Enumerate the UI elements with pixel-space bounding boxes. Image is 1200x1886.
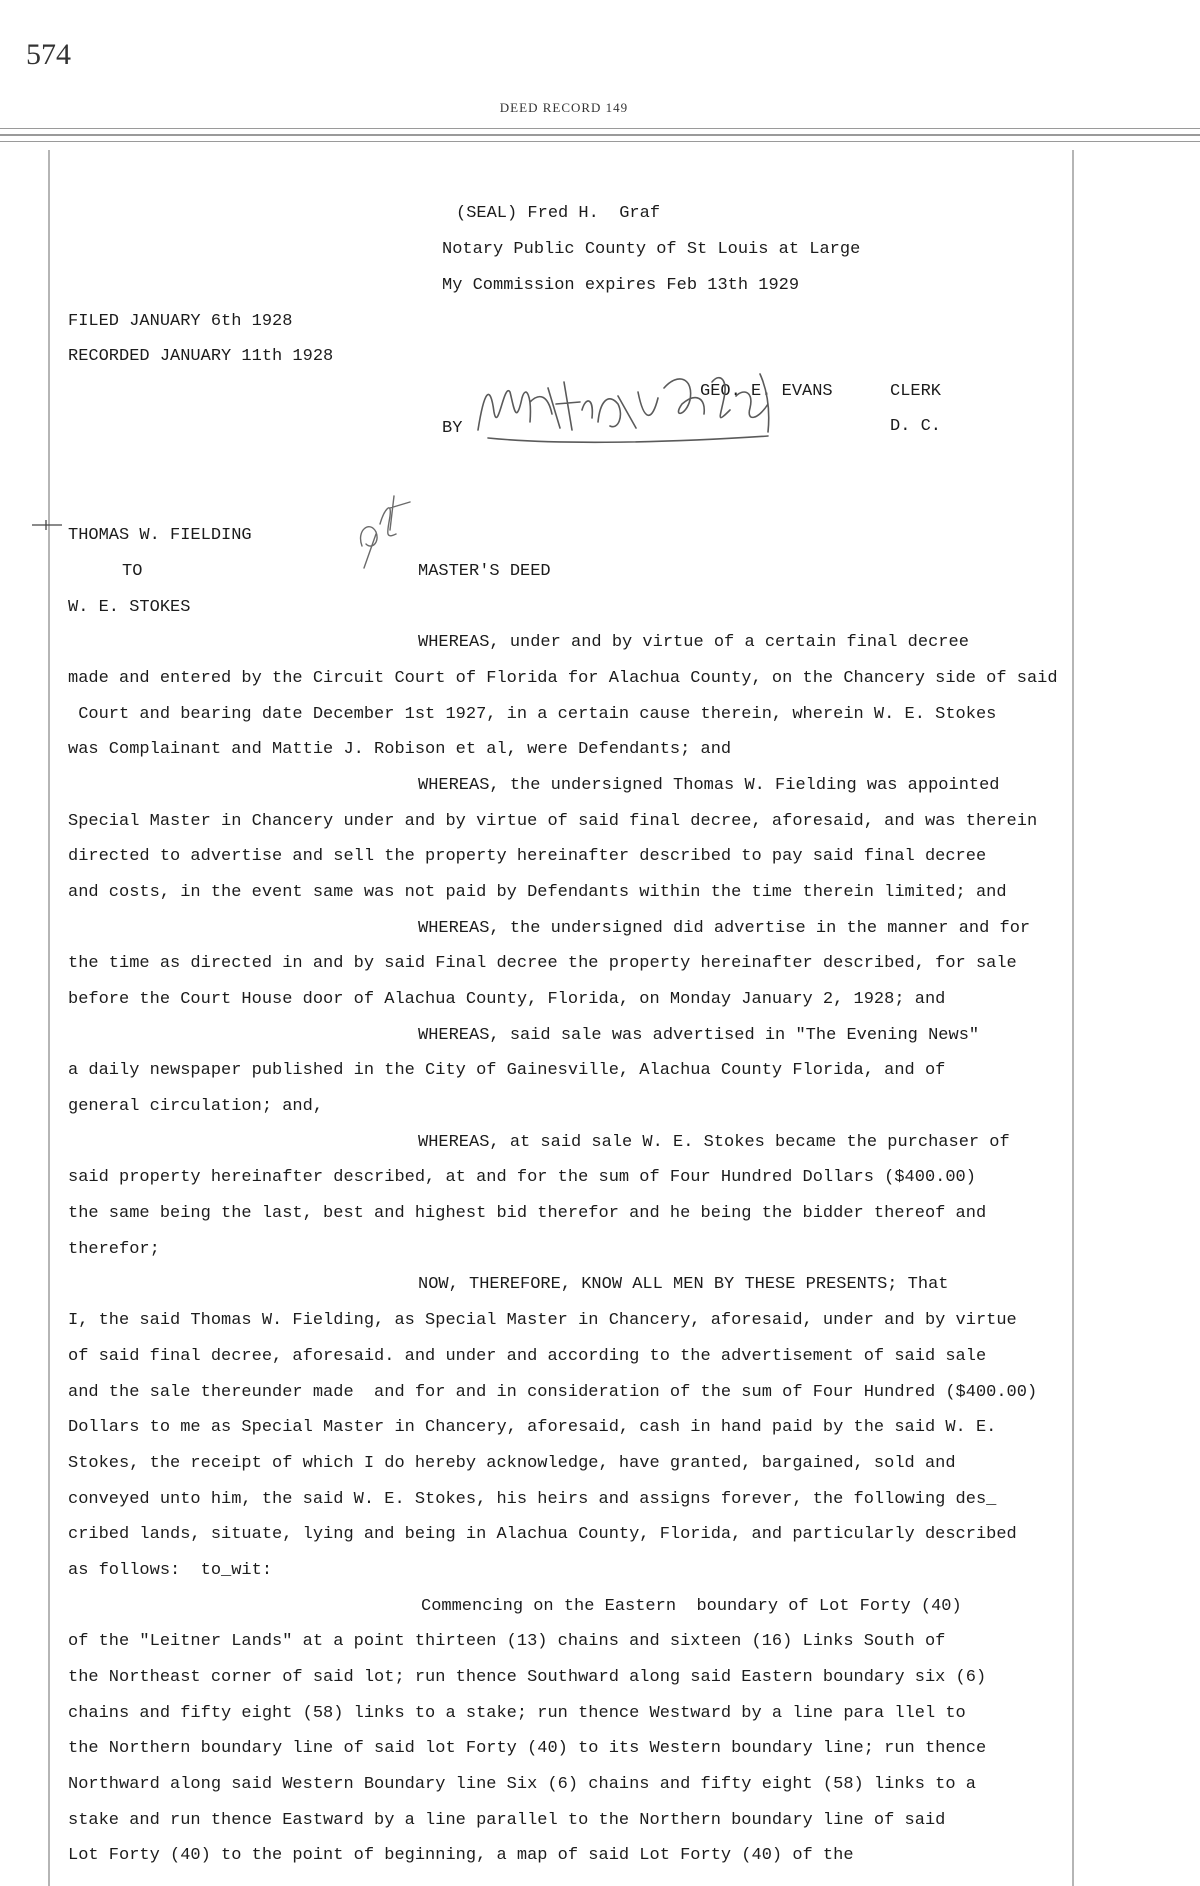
grantor-name: THOMAS W. FIELDING xyxy=(68,526,252,545)
deputy-clerk-label: D. C. xyxy=(890,417,942,436)
filed-date: FILED JANUARY 6th 1928 xyxy=(68,312,293,331)
left-margin-line xyxy=(48,150,50,1886)
body-line: WHEREAS, the undersigned Thomas W. Fielding was appointed xyxy=(418,776,1000,795)
body-line: the same being the last, best and highest bid therefor and he being the bidder thereof and xyxy=(68,1204,987,1223)
deputy-clerk-signature xyxy=(468,352,828,462)
header-rule-1 xyxy=(0,128,1200,129)
body-line: was Complainant and Mattie J. Robison et al, were Defendants; and xyxy=(68,740,732,759)
notary-county-line: Notary Public County of St Louis at Large xyxy=(442,240,861,259)
body-line: Stokes, the receipt of which I do hereby acknowledge, have granted, bargained, sold and xyxy=(68,1454,956,1473)
body-line: chains and fifty eight (58) links to a stake; run thence Westward by a line para llel to xyxy=(68,1704,966,1723)
body-line: before the Court House door of Alachua County, Florida, on Monday January 2, 1928; and xyxy=(68,990,946,1009)
body-line: as follows: to_wit: xyxy=(68,1561,273,1580)
running-head: DEED RECORD 149 xyxy=(499,100,629,115)
notary-seal-line: (SEAL) Fred H. Graf xyxy=(456,204,661,223)
body-line: stake and run thence Eastward by a line parallel to the Northern boundary line of said xyxy=(68,1811,946,1830)
body-line: Commencing on the Eastern boundary of Lot Forty (40) xyxy=(421,1597,962,1616)
recorded-date: RECORDED JANUARY 11th 1928 xyxy=(68,347,334,366)
page-number: 574 xyxy=(26,38,71,71)
instrument-title: MASTER'S DEED xyxy=(418,562,551,581)
body-line: WHEREAS, said sale was advertised in "The Evening News" xyxy=(418,1026,980,1045)
header-rule-2 xyxy=(0,134,1200,136)
body-line: Dollars to me as Special Master in Chancery, aforesaid, cash in hand paid by the said W. E. xyxy=(68,1418,997,1437)
clerk-name: GEO. E. EVANS xyxy=(700,382,833,401)
body-line: WHEREAS, at said sale W. E. Stokes became the purchaser of xyxy=(418,1133,1010,1152)
body-line: directed to advertise and sell the property hereinafter described to pay said final decree xyxy=(68,847,987,866)
body-line: the time as directed in and by said Final decree the property hereinafter described, for sale xyxy=(68,954,1017,973)
body-line: the Northeast corner of said lot; run thence Southward along said Eastern boundary six (6) xyxy=(68,1668,987,1687)
header-rule-3 xyxy=(0,141,1200,142)
right-margin-line xyxy=(1072,150,1074,1886)
body-line: of the "Leitner Lands" at a point thirteen (13) chains and sixteen (16) Links South of xyxy=(68,1632,946,1651)
body-line: made and entered by the Circuit Court of Florida for Alachua County, on the Chancery side of said xyxy=(68,669,1058,688)
handwritten-initials-mark xyxy=(350,490,420,570)
body-line: WHEREAS, under and by virtue of a certain final decree xyxy=(418,633,969,652)
margin-tick-mark xyxy=(32,518,68,532)
body-line: Special Master in Chancery under and by virtue of said final decree, aforesaid, and was therein xyxy=(68,812,1038,831)
body-line: said property hereinafter described, at and for the sum of Four Hundred Dollars ($400.00) xyxy=(68,1168,976,1187)
body-line: general circulation; and, xyxy=(68,1097,324,1116)
body-line: Court and bearing date December 1st 1927, in a certain cause therein, wherein W. E. Stokes xyxy=(68,705,997,724)
clerk-by-label: BY xyxy=(442,419,463,438)
body-line: a daily newspaper published in the City of Gainesville, Alachua County Florida, and of xyxy=(68,1061,946,1080)
body-line: WHEREAS, the undersigned did advertise in the manner and for xyxy=(418,919,1031,938)
grantee-name: W. E. STOKES xyxy=(68,598,191,617)
body-line: Northward along said Western Boundary line Six (6) chains and fifty eight (58) links to a xyxy=(68,1775,976,1794)
body-line: I, the said Thomas W. Fielding, as Special Master in Chancery, aforesaid, under and by virtue xyxy=(68,1311,1017,1330)
body-line: and costs, in the event same was not paid by Defendants within the time therein limited; and xyxy=(68,883,1007,902)
body-line: cribed lands, situate, lying and being in Alachua County, Florida, and particularly described xyxy=(68,1525,1017,1544)
notary-commission-line: My Commission expires Feb 13th 1929 xyxy=(442,276,800,295)
body-line: NOW, THEREFORE, KNOW ALL MEN BY THESE PRESENTS; That xyxy=(418,1275,949,1294)
to-label: TO xyxy=(122,562,143,581)
body-line: of said final decree, aforesaid. and under and according to the advertisement of said sale xyxy=(68,1347,987,1366)
body-line: conveyed unto him, the said W. E. Stokes, his heirs and assigns forever, the following des_ xyxy=(68,1490,997,1509)
clerk-title: CLERK xyxy=(890,382,942,401)
body-line: Lot Forty (40) to the point of beginning, a map of said Lot Forty (40) of the xyxy=(68,1846,854,1865)
body-line: and the sale thereunder made and for and in consideration of the sum of Four Hundred ($400.00) xyxy=(68,1383,1038,1402)
body-line: the Northern boundary line of said lot Forty (40) to its Western boundary line; run thence xyxy=(68,1739,987,1758)
body-line: therefor; xyxy=(68,1240,160,1259)
